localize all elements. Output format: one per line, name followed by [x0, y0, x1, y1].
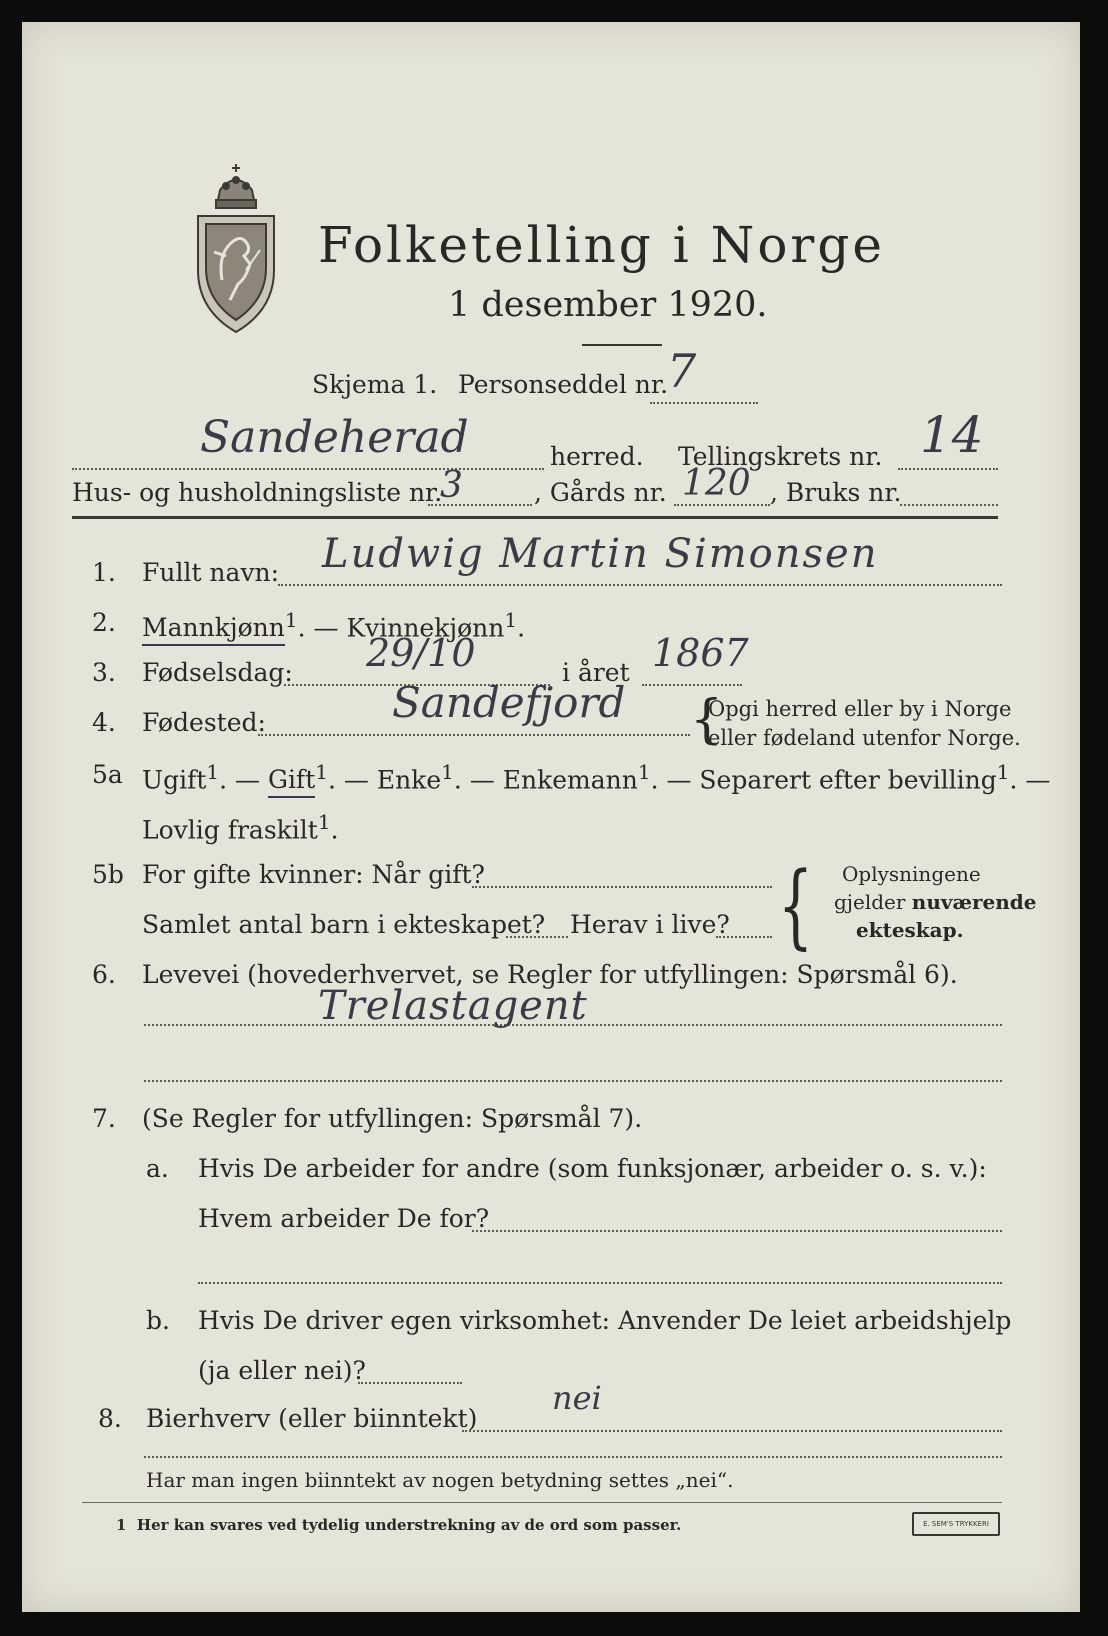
q4-note-1: Opgi herred eller by i Norge [708, 697, 1012, 721]
q5a-separert-option[interactable]: Separert efter bevilling [699, 765, 997, 795]
title-rule [582, 344, 662, 346]
q5b-number: 5b [92, 860, 124, 889]
q6-number: 6. [92, 960, 116, 989]
q8-label: Bierhverv (eller biinntekt) [146, 1404, 478, 1433]
bruks-line [900, 504, 998, 506]
q7b-line [358, 1382, 462, 1384]
q4-value[interactable]: Sandefjord [392, 678, 626, 727]
footnote-text: Her kan svares ved tydelig understrekning av de ord som passer. [136, 1516, 682, 1534]
q5a-number: 5a [92, 760, 123, 789]
q7a-label: Hvis De arbeider for andre (som funksjonær, arbeider o. s. v.): [198, 1154, 987, 1183]
personseddel-label: Personseddel nr. [458, 370, 669, 399]
q2-separator: . — [297, 613, 347, 643]
q5b-label-3: Herav i live? [570, 910, 730, 939]
q8-number: 8. [98, 1404, 122, 1433]
q6-value[interactable]: Trelastagent [318, 983, 588, 1029]
q4-brace: { [690, 690, 724, 750]
header-divider [72, 516, 998, 519]
q5a-fraskilt-option[interactable]: Lovlig fraskilt [142, 815, 318, 845]
q7a-line-2 [198, 1282, 1002, 1284]
q2-number: 2. [92, 608, 116, 637]
footnote [116, 1518, 681, 1533]
q7a-number: a. [146, 1154, 169, 1183]
q5b-note-1: Oplysningene [842, 862, 981, 886]
q7-label: (Se Regler for utfyllingen: Spørsmål 7). [142, 1104, 643, 1133]
bruks-label: , Bruks nr. [770, 478, 902, 507]
q2-male-option[interactable]: Mannkjønn [142, 613, 285, 646]
q5a-fraskilt: Lovlig fraskilt$^1$. [142, 810, 339, 845]
q5b-label-1: For gifte kvinner: Når gift? [142, 860, 485, 889]
q4-line [258, 734, 690, 736]
q8-line-2 [144, 1456, 1002, 1458]
gards-label: , Gårds nr. [534, 478, 667, 507]
q3-number: 3. [92, 658, 116, 687]
q7a-line-1 [472, 1230, 1002, 1232]
q5a-ugift-option[interactable]: Ugift [142, 765, 207, 795]
q8-line [462, 1430, 1002, 1432]
coat-of-arms-icon [190, 160, 282, 340]
schema-label: Skjema 1. [312, 370, 438, 399]
q7a-question: Hvem arbeider De for? [198, 1204, 490, 1233]
q5b-note-2: gjelder nuværende [834, 890, 1037, 914]
q3-label: Fødselsdag: [142, 658, 293, 687]
q5a-enkemann-option[interactable]: Enkemann [502, 765, 638, 795]
q5b-line-3 [716, 936, 772, 938]
printer-stamp [912, 1512, 1000, 1536]
census-form [22, 22, 1080, 1612]
herred-value[interactable]: Sandeherad [200, 412, 469, 463]
q5b-line-1 [472, 886, 772, 888]
q2-sup-1: 1 [284, 608, 298, 632]
q7-number: 7. [92, 1104, 116, 1133]
q4-note-2: eller fødeland utenfor Norge. [708, 726, 1021, 750]
tellingskrets-label: Tellingskrets nr. [678, 442, 883, 471]
q4-number: 4. [92, 708, 116, 737]
q1-line [278, 584, 1002, 586]
herred-line [72, 468, 544, 470]
personseddel-value[interactable]: 7 [667, 344, 697, 398]
q7b-question: (ja eller nei)? [198, 1356, 366, 1385]
q5b-line-2 [506, 936, 568, 938]
tellingskrets-line [898, 468, 998, 470]
gards-value[interactable]: 120 [682, 463, 751, 504]
herred-label: herred. [550, 442, 644, 471]
tellingskrets-value[interactable]: 14 [920, 406, 984, 464]
q3-year-label: i året [562, 658, 630, 687]
q5a-options: Ugift$^1$. — Gift$^1$. — Enke$^1$. — Enkemann$^1$. — Separert efter bevilling$^1$. — [142, 762, 1050, 792]
q2-female-option[interactable]: Kvinnekjønn [346, 613, 505, 643]
hus-value[interactable]: 3 [440, 465, 463, 506]
q6-line-2 [144, 1080, 1002, 1082]
footnote-number: 1 [116, 1516, 127, 1534]
form-date: 1 desember 1920. [448, 285, 768, 325]
q1-value[interactable]: Ludwig Martin Simonsen [322, 531, 879, 577]
q7b-number: b. [146, 1306, 170, 1335]
q5b-label-2: Samlet antal barn i ekteskapet? [142, 910, 546, 939]
q1-label: Fullt navn: [142, 558, 280, 587]
personseddel-line [650, 402, 758, 404]
q1-number: 1. [92, 558, 116, 587]
q8-value[interactable]: nei [552, 1379, 602, 1417]
q4-label: Fødested: [142, 708, 266, 737]
footer-rule [82, 1502, 1002, 1503]
q5b-note-3: ekteskap. [856, 918, 964, 942]
q3-value[interactable]: 29/10 [366, 631, 476, 675]
q2-end: . [517, 613, 526, 643]
q5a-enke-option[interactable]: Enke [376, 765, 442, 795]
printer-stamp-text: E. SEM'S TRYKKERI [923, 1520, 989, 1528]
footer-note: Har man ingen biinntekt av nogen betydning settes „nei“. [146, 1468, 734, 1492]
q5a-gift-option[interactable]: Gift [268, 765, 315, 798]
q3-year-value[interactable]: 1867 [652, 631, 749, 675]
q6-label: Levevei (hovederhvervet, se Regler for utfyllingen: Spørsmål 6). [142, 960, 958, 989]
hus-label: Hus- og husholdningsliste nr. [72, 478, 443, 507]
gards-line [674, 504, 770, 506]
q5b-brace: { [778, 852, 814, 959]
q3-year-line [642, 684, 742, 686]
q2-sup-2: 1 [504, 608, 518, 632]
form-title: Folketelling i Norge [318, 216, 885, 274]
q7b-label: Hvis De driver egen virksomhet: Anvender De leiet arbeidshjelp [198, 1306, 1012, 1335]
